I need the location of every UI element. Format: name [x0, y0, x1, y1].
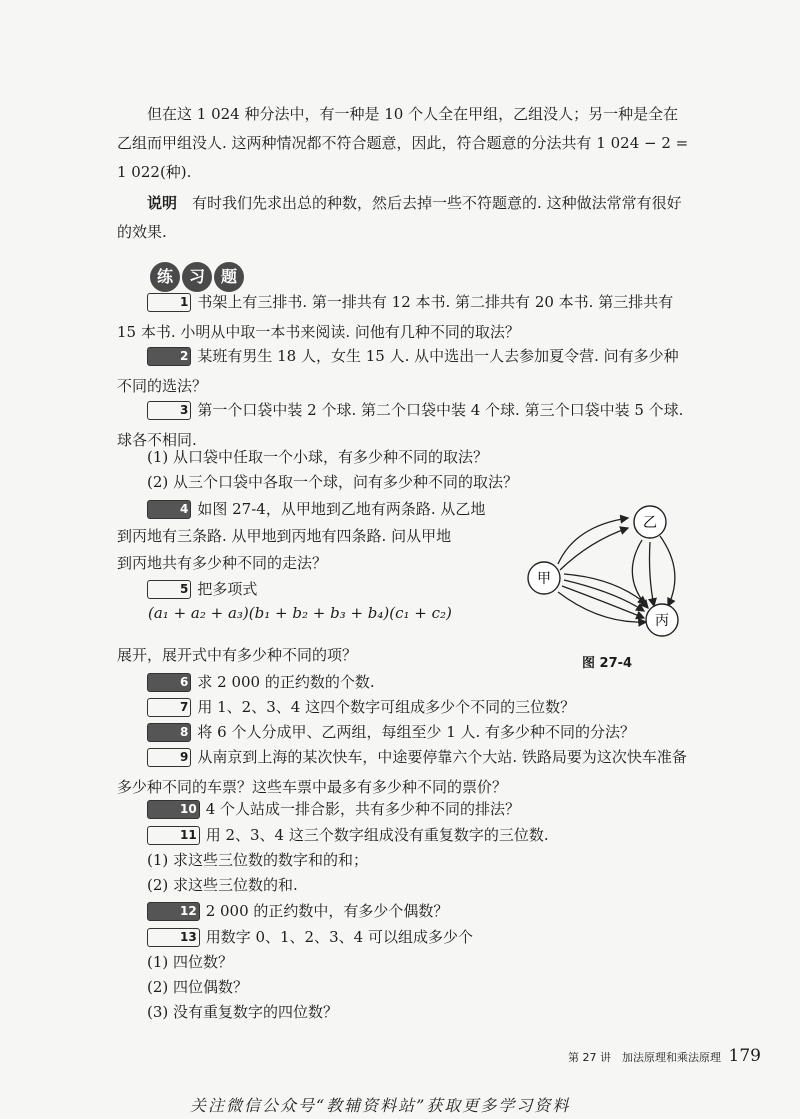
exercise-number: 3 — [147, 401, 191, 420]
exercise-text: 从南京到上海的某次快车，中途要停靠六个大站. 铁路局要为这次快车准备多少种不同的车票？这些车票中最多有多少种不同的票价？ — [117, 748, 687, 796]
exercise-number: 5 — [147, 580, 191, 599]
intro-block — [117, 100, 692, 247]
exercise-number: 9 — [147, 748, 191, 767]
page-footer — [568, 1046, 761, 1066]
polynomial-formula: (a₁ + a₂ + a₃)(b₁ + b₂ + b₃ + b₄)(c₁ + c₂) — [148, 604, 452, 622]
exercise-text: 4 个人站成一排合影，共有多少种不同的排法？ — [205, 800, 521, 818]
route-a-b-1 — [558, 518, 628, 564]
exercise-text: 求 2 000 的正约数的个数. — [197, 673, 375, 691]
exercise-1 — [117, 287, 692, 347]
exercise-number: 4 — [147, 500, 191, 519]
node-b-label: 乙 — [643, 515, 657, 531]
route-a-b-2 — [560, 528, 628, 570]
exercise-number: 12 — [147, 902, 200, 921]
exercise-text: 第一个口袋中装 2 个球. 第二个口袋中装 4 个球. 第三个口袋中装 5 个球. 球各不相同. — [117, 401, 684, 449]
page-number: 179 — [728, 1046, 761, 1066]
exercise-2 — [117, 341, 692, 401]
exercise-number: 10 — [147, 800, 200, 819]
exercise-text: 2 000 的正约数中，有多少个偶数？ — [205, 902, 449, 920]
exercise-text: 某班有男生 18 人，女生 15 人. 从中选出一人去参加夏令营. 问有多少种不同的选法？ — [117, 347, 679, 395]
route-a-c-1 — [564, 574, 646, 604]
node-a-label: 甲 — [537, 571, 551, 587]
exercise-11-sub-1: (1) 求这些三位数的数字和的和； — [147, 851, 369, 869]
exercise-text: 用 1、2、3、4 这四个数字可组成多少个不同的三位数？ — [197, 698, 576, 716]
exercise-13-sub-1: (1) 四位数？ — [147, 953, 234, 971]
figure-caption: 图 27-4 — [582, 656, 633, 671]
exercise-text: 用 2、3、4 这三个数字组成没有重复数字的三位数. — [205, 826, 549, 844]
exercise-3-sub-2: (2) 从三个口袋中各取一个球，问有多少种不同的取法？ — [147, 473, 519, 491]
route-b-c-2 — [650, 542, 655, 606]
exercise-number: 1 — [147, 293, 191, 312]
route-b-c-3 — [660, 536, 675, 606]
watermark-text: 关注微信公众号“教辅资料站”获取更多学习资料 — [190, 1096, 571, 1115]
route-diagram — [520, 496, 720, 646]
exercise-number: 8 — [147, 723, 191, 742]
route-a-c-4 — [558, 592, 646, 622]
note-label: 说明 — [147, 194, 178, 212]
exercise-4-line-1 — [117, 494, 517, 524]
exercise-4-line-2: 到丙地有三条路. 从甲地到丙地有四条路. 问从甲地 — [117, 527, 452, 545]
exercise-13-sub-2: (2) 四位偶数？ — [147, 978, 249, 996]
exercise-13-sub-3: (3) 没有重复数字的四位数？ — [147, 1003, 339, 1021]
exercise-number: 13 — [147, 928, 200, 947]
title-char: 题 — [214, 262, 244, 292]
exercise-number: 11 — [147, 826, 200, 845]
exercise-text: 将 6 个人分成甲、乙两组，每组至少 1 人. 有多少种不同的分法？ — [197, 723, 636, 741]
exercise-text: 如图 27-4，从甲地到乙地有两条路. 从乙地 — [197, 500, 486, 518]
exercise-number: 2 — [147, 347, 191, 366]
exercise-number: 7 — [147, 698, 191, 717]
exercise-4-line-3: 到丙地共有多少种不同的走法？ — [117, 554, 328, 572]
route-a-c-2 — [564, 580, 644, 611]
lecture-title: 第 27 讲 加法原理和乘法原理 — [568, 1051, 721, 1064]
exercise-number: 6 — [147, 673, 191, 692]
exercise-9 — [117, 742, 692, 802]
exercise-text: 把多项式 — [197, 580, 258, 598]
exercise-11-sub-2: (2) 求这些三位数的和. — [147, 876, 298, 894]
exercise-3-sub-1: (1) 从口袋中任取一个小球，有多少种不同的取法？ — [147, 448, 489, 466]
intro-paragraph: 但在这 1 024 种分法中，有一种是 10 个人全在甲组，乙组没人；另一种是全在乙组而甲组没人. 这两种情况都不符合题意，因此，符合题意的分法共有 1 024 − 2 = 1 022(种). — [117, 105, 689, 181]
exercise-5 — [117, 574, 517, 604]
exercise-text: 用数字 0、1、2、3、4 可以组成多少个 — [205, 928, 473, 946]
node-c-label: 丙 — [655, 613, 669, 629]
exercise-text: 书架上有三排书. 第一排共有 12 本书. 第二排共有 20 本书. 第三排共有 15 本书. 小明从中取一本书来阅读. 问他有几种不同的取法？ — [117, 293, 674, 341]
exercise-5-after: 展开，展开式中有多少种不同的项？ — [117, 646, 358, 664]
title-char: 练 — [150, 262, 180, 292]
note-text: 有时我们先求出总的种数，然后去掉一些不符题意的. 这种做法常常有很好的效果. — [117, 194, 682, 241]
title-char: 习 — [182, 262, 212, 292]
route-b-c-1 — [632, 540, 648, 608]
note-paragraph — [117, 189, 692, 247]
